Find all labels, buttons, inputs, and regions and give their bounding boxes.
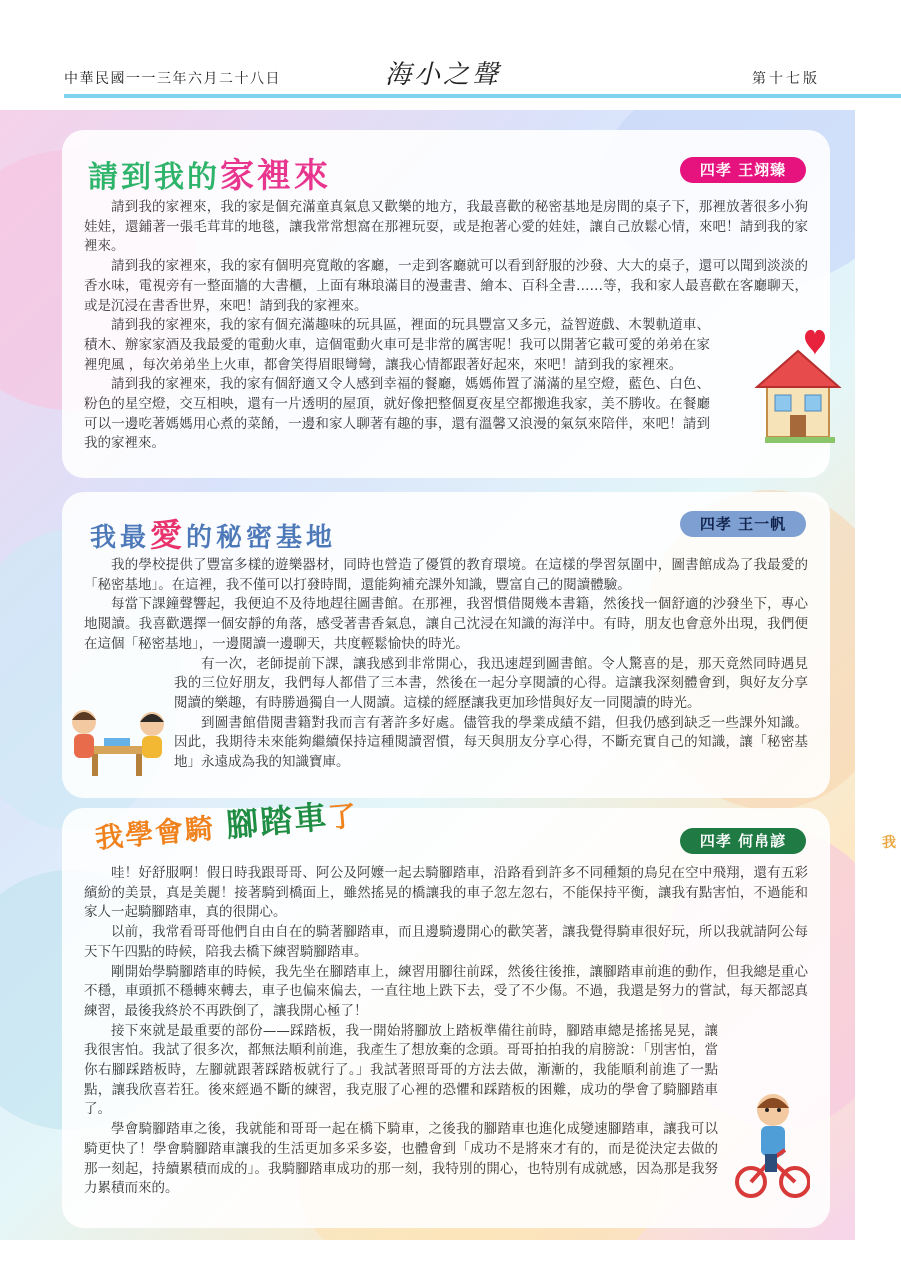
page-number: 第十七版	[752, 71, 820, 87]
article-3-author-badge: 四孝 何帛諺	[680, 828, 806, 854]
article-3-paragraph: 哇！好舒服啊！假日時我跟哥哥、阿公及阿嬤一起去騎腳踏車，沿路看到許多不同種類的鳥兒在空中飛翔，還有五彩繽紛的美景，真是美麗！接著騎到橋面上，雖然搖晃的橋讓我的車子忽左忽右，不能保持平衡，讓我有點害怕，不過能和家人一起騎腳踏車，真的很開心。	[84, 865, 808, 921]
article-2-paragraph: 我的學校提供了豐富多樣的遊樂器材，同時也營造了優質的教育環境。在這樣的學習氛圍中，圖書館成為了我最愛的「秘密基地」。在這裡，我不僅可以打發時間，還能夠補充課外知識，豐富自己的閱讀體驗。	[84, 557, 808, 593]
article-2-title	[90, 510, 336, 556]
article-3-paragraph: 剛開始學騎腳踏車的時候，我先坐在腳踏車上，練習用腳往前踩，然後往後推，讓腳踏車前進的動作，但我總是重心不穩，車頭抓不穩轉來轉去，車子也偏來偏去，一直往地上跌下去，受了不少傷。不過，我還是努力的嘗試，每天都認真練習，最後我終於不再跌倒了，讓我開心極了！	[84, 963, 808, 1019]
issue-date: 中華民國一一三年六月二十八日	[64, 71, 281, 87]
house-illustration	[745, 325, 850, 450]
article-2-title-part-c: 的秘密基地	[186, 523, 337, 553]
page-header	[0, 0, 901, 110]
article-3-paragraph: 學會騎腳踏車之後，我就能和哥哥一起在橋下騎車，之後我的腳踏車也進化成變速腳踏車，讓我可以騎更快了！學會騎腳踏車讓我的生活更加多采多姿，也體會到「成功不是將來才有的，而是從決定去做的那一刻起，持續累積而成的」。我騎腳踏車成功的那一刻，我特別的開心，也特別有成就感，因為那是我努力累積而來的。	[84, 1121, 718, 1197]
reading-kids-illustration	[60, 700, 175, 780]
article-3-paragraph: 以前，我常看哥哥他們自由自在的騎著腳踏車，而且邊騎邊開心的歡笑著，讓我覺得騎車很好玩，所以我就請阿公每天下午四點的時候，陪我去橋下練習騎腳踏車。	[84, 924, 808, 960]
newsletter-title: 海小之聲	[385, 60, 502, 90]
article-3-body	[84, 864, 808, 1199]
article-2-paragraph: 每當下課鐘聲響起，我便迫不及待地趕往圖書館。在那裡，我習慣借閱幾本書籍，然後找一個舒適的沙發坐下，專心地閱讀。我喜歡選擇一個安靜的角落，感受著書香氣息，讓自己沈浸在知識的海洋中。有時，朋友也會意外出現，我們便在這個「秘密基地」，一邊閱讀一邊聊天，共度輕鬆愉快的時光。	[84, 596, 808, 652]
article-1-paragraph: 請到我的家裡來，我的家有個充滿趣味的玩具區，裡面的玩具豐富又多元，益智遊戲、木製軌道車、積木、辦家家酒及我最愛的電動火車，這個電動火車可是非常的厲害呢！我可以開著它載可愛的弟弟在家裡兜風 ，每次弟弟坐上火車，都會笑得眉眼彎彎，讓我心情都跟著好起來，來吧！請到我的家裡來。	[84, 317, 710, 373]
article-2-body	[84, 556, 808, 773]
article-3-title-part-c: 了	[326, 799, 360, 835]
article-3-title-part-b: 腳踏車	[224, 797, 330, 845]
article-3-title-part-a: 我學會騎	[93, 811, 217, 855]
article-2-paragraph: 到圖書館借閱書籍對我而言有著許多好處。儘管我的學業成績不錯，但我仍感到缺乏一些課外知識。因此，我期待未來能夠繼續保持這種閱讀習慣，每天與朋友分享心得，不斷充實自己的知識，讓「秘密基地」永遠成為我的知識寶庫。	[174, 714, 808, 771]
article-1-title-part-a: 請到我的	[88, 160, 220, 195]
article-1-title	[88, 148, 331, 197]
boy-bicycle-illustration	[735, 1090, 810, 1205]
right-margin	[855, 110, 901, 1240]
article-1-paragraph: 請到我的家裡來，我的家有個舒適又令人感到幸福的餐廳，媽媽佈置了滿滿的星空燈，藍色、白色、粉色的星空燈，交互相映，還有一片透明的屋頂，就好像把整個夏夜星空都搬進我家，美不勝收。在餐廳可以一邊吃著媽媽用心煮的菜餚，一邊和家人聊著有趣的事，還有溫馨又浪漫的氣氛來陪伴，來吧！請到我的家裡來。	[84, 376, 710, 452]
article-2-paragraph: 有一次，老師提前下課，讓我感到非常開心，我迅速趕到圖書館。令人驚喜的是，那天竟然同時遇見我的三位好朋友，我們每人都借了三本書，然後在一起分享閱讀的心得。這讓我深刻體會到，與好友分享閱讀的樂趣，有時勝過獨自一人閱讀。這樣的經歷讓我更加珍惜與好友一同閱讀的時光。	[174, 655, 808, 711]
article-2-author-badge: 四孝 王一帆	[680, 511, 806, 537]
article-2-title-part-a: 我最	[90, 523, 151, 553]
article-1-paragraph: 請到我的家裡來，我的家是個充滿童真氣息又歡樂的地方，我最喜歡的秘密基地是房間的桌子下，那裡放著很多小狗娃娃，還鋪著一張毛茸茸的地毯，讓我常常想窩在那裡玩耍，或是抱著心愛的娃娃，讓自己放鬆心情，來吧！請到我的家裡來。	[84, 199, 808, 255]
article-1-body	[84, 198, 808, 454]
article-2-title-part-b: 愛	[150, 516, 187, 554]
header-rule	[64, 94, 901, 98]
side-fragment: 我	[882, 835, 896, 851]
heart-icon	[805, 330, 825, 355]
article-3-paragraph: 接下來就是最重要的部份——踩踏板，我一開始將腳放上踏板準備往前時，腳踏車總是搖搖晃晃，讓我很害怕。我試了很多次，都無法順利前進，我產生了想放棄的念頭。哥哥拍拍我的肩膀說：「別害怕，當你右腳踩踏板時，左腳就跟著踩踏板就行了。」我試著照哥哥的方法去做，漸漸的，我能順利前進了一點點，讓我欣喜若狂。後來經過不斷的練習，我克服了心裡的恐懼和踩踏板的困難，成功的學會了騎腳踏車了。	[84, 1022, 718, 1118]
article-1-paragraph: 請到我的家裡來，我的家有個明亮寬敞的客廳，一走到客廳就可以看到舒服的沙發、大大的桌子，還可以聞到淡淡的香水味，電視旁有一整面牆的大書櫃，上面有琳琅滿目的漫畫書、繪本、百科全書……等，我和家人最喜歡在客廳聊天，或是沉浸在書香世界，來吧！請到我的家裡來。	[84, 258, 808, 314]
article-1-author-badge: 四孝 王翊臻	[680, 157, 806, 183]
article-1-title-part-b: 家裡來	[220, 156, 331, 196]
